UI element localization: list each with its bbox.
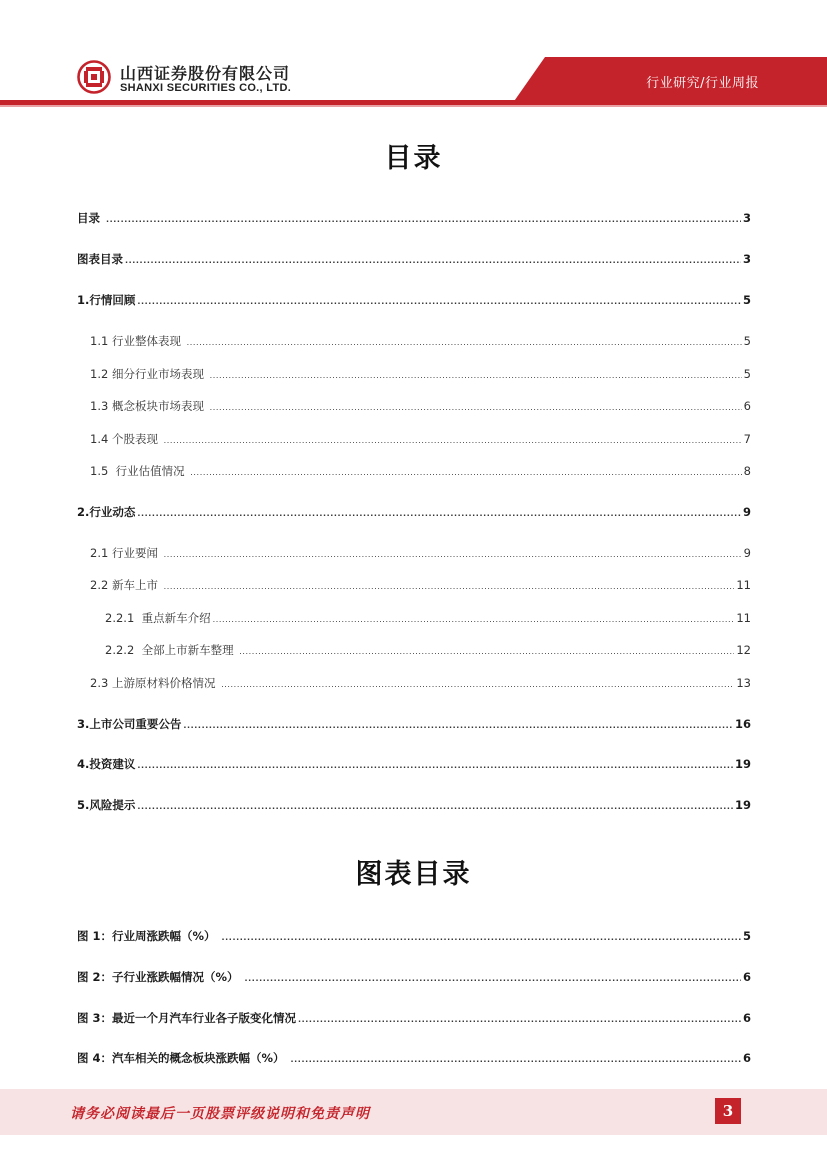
toc-entry[interactable]: 1.行情回顾 ..... 5 [77, 292, 751, 308]
company-name-en: SHANXI SECURITIES CO., LTD. [120, 82, 292, 94]
toc-entry[interactable]: 2.1 行业要闻 ..... 9 [90, 545, 751, 561]
toc-entry[interactable]: 1.1 行业整体表现 ..... 5 [90, 333, 751, 349]
page-header [0, 0, 827, 110]
toc-entry[interactable]: 1.4 个股表现 ..... 7 [90, 431, 751, 447]
toc-entry[interactable]: 1.5 行业估值情况 ..... 8 [90, 463, 751, 479]
toc-entry[interactable]: 1.2 细分行业市场表现 ..... 5 [90, 366, 751, 382]
toc-entry[interactable]: 2.2.1 重点新车介绍 ..... 11 [105, 610, 751, 626]
figure-entry[interactable]: 图 4：汽车相关的概念板块涨跌幅（%） ..... 6 [77, 1050, 751, 1066]
figures-title: 图表目录 [355, 859, 472, 890]
page-number: 3 [715, 1098, 741, 1124]
toc-entry[interactable]: 4.投资建议 ..... 19 [77, 756, 751, 772]
figure-entry[interactable]: 图 2：子行业涨跌幅情况（%） ..... 6 [77, 969, 751, 985]
toc-entry[interactable]: 2.行业动态 ..... 9 [77, 504, 751, 520]
toc-entry[interactable]: 5.风险提示 ..... 19 [77, 797, 751, 813]
figure-entry[interactable]: 图 1：行业周涨跌幅（%） ..... 5 [77, 928, 751, 944]
company-name-cn: 山西证券股份有限公司 [120, 64, 291, 83]
toc-entry[interactable]: 3.上市公司重要公告 ..... 16 [77, 716, 751, 732]
toc-title: 目录 [384, 143, 443, 174]
toc-entry[interactable]: 2.2.2 全部上市新车整理 ..... 12 [105, 642, 751, 658]
report-type-label: 行业研究/行业周报 [646, 76, 759, 91]
company-logo-icon [77, 60, 111, 94]
disclaimer-notice: 请务必阅读最后一页股票评级说明和免责声明 [70, 1106, 370, 1122]
page-footer [0, 1089, 827, 1135]
toc-entry[interactable]: 图表目录 ..... 3 [77, 251, 751, 267]
toc-entry[interactable]: 2.3 上游原材料价格情况 ..... 13 [90, 675, 751, 691]
toc-entry[interactable]: 1.3 概念板块市场表现 ..... 6 [90, 398, 751, 414]
figure-entry[interactable]: 图 3：最近一个月汽车行业各子版变化情况 ..... 6 [77, 1010, 751, 1026]
toc-entry[interactable]: 目录 ..... 3 [77, 210, 751, 226]
toc-entry[interactable]: 2.2 新车上市 ..... 11 [90, 577, 751, 593]
